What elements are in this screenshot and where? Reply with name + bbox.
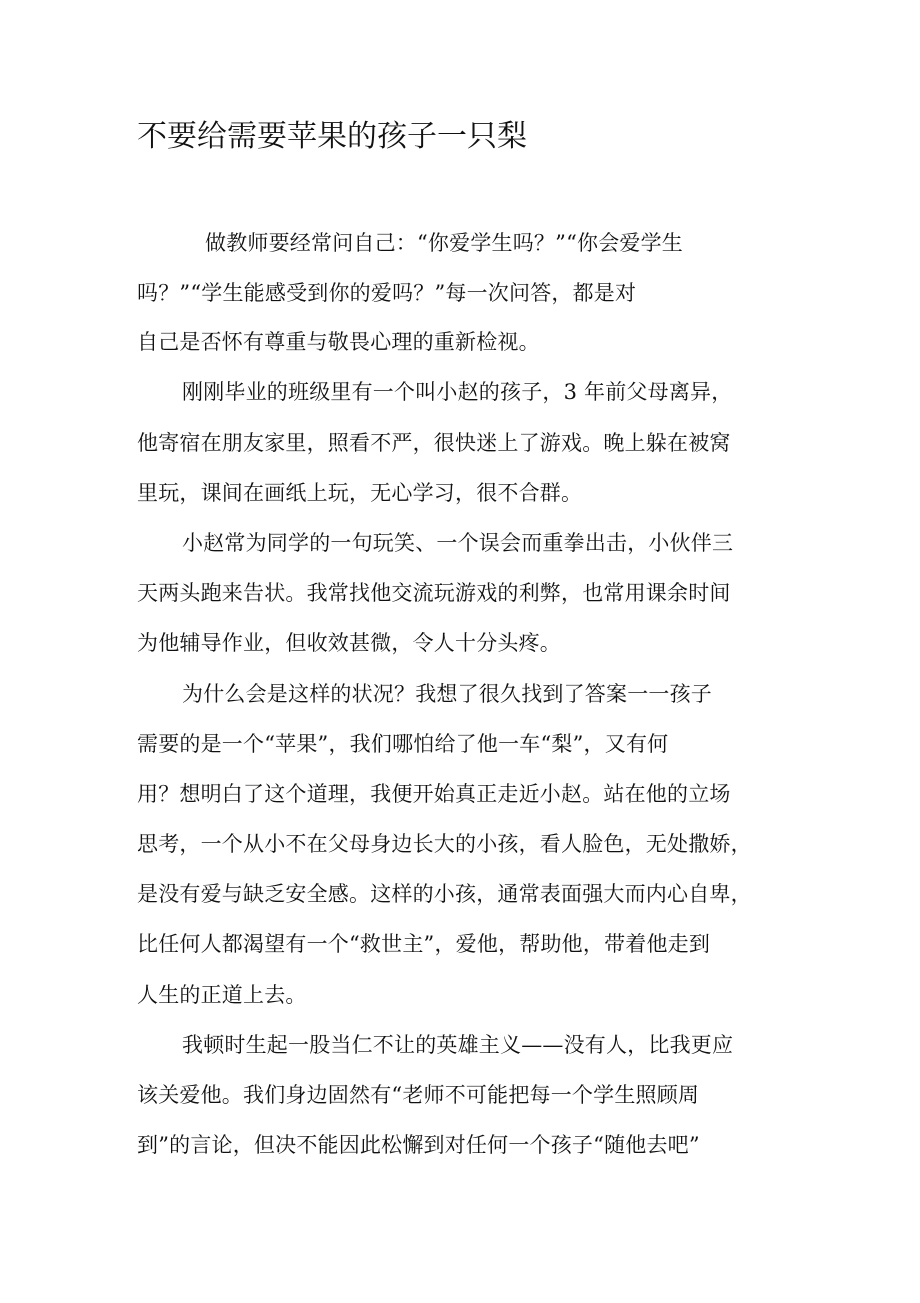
body-line: 用？想明白了这个道理，我便开始真正走近小赵。站在他的立场 — [137, 782, 731, 806]
body-line: 是没有爱与缺乏安全感。这样的小孩，通常表面强大而内心自卑， — [137, 882, 752, 906]
body-line: 为他辅导作业，但收效甚微，令人十分头疼。 — [137, 631, 561, 655]
body-line: 人生的正道上去。 — [137, 983, 307, 1007]
body-line: 比任何人都渴望有一个“救世主”，爱他，帮助他，带着他走到 — [137, 932, 711, 956]
body-line: 天两头跑来告状。我常找他交流玩游戏的利弊，也常用课余时间 — [137, 581, 731, 605]
body-line: 吗？”“学生能感受到你的爱吗？”每一次问答，都是对 — [137, 281, 637, 305]
body-line: 需要的是一个“苹果”，我们哪怕给了他一车“梨”，又有何 — [137, 732, 669, 756]
body-line: 做教师要经常问自己：“你爱学生吗？”“你会爱学生 — [205, 231, 684, 255]
body-line: 小赵常为同学的一句玩笑、一个误会而重拳出击，小伙伴三 — [182, 531, 734, 555]
body-line: 里玩，课间在画纸上玩，无心学习，很不合群。 — [137, 481, 583, 505]
body-line: 该关爱他。我们身边固然有“老师不可能把每一个学生照顾周 — [137, 1083, 700, 1107]
body-line: 思考，一个从小不在父母身边长大的小孩，看人脸色，无处撒娇， — [137, 832, 752, 856]
body-line: 为什么会是这样的状况？我想了很久找到了答案一一孩子 — [182, 682, 712, 706]
body-line: 他寄宿在朋友家里，照看不严，很快迷上了游戏。晚上躲在被窝 — [137, 431, 731, 455]
document-title: 不要给需要苹果的孩子一只梨 — [137, 119, 527, 154]
body-line: 我顿时生起一股当仁不让的英雄主义——没有人，比我更应 — [182, 1033, 734, 1057]
body-line: 刚刚毕业的班级里有一个叫小赵的孩子，3 年前父母离异， — [182, 380, 733, 404]
body-line: 到”的言论，但决不能因此松懈到对任何一个孩子“随他去吧” — [137, 1133, 700, 1157]
body-line: 自己是否怀有尊重与敬畏心理的重新检视。 — [137, 330, 540, 354]
